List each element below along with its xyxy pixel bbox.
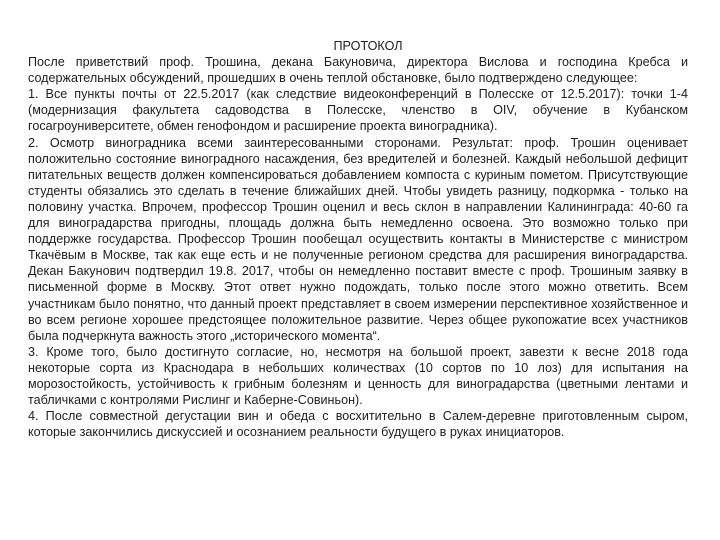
- paragraph-item-1: 1. Все пункты почты от 22.5.2017 (как следствие видеоконференций в Полесске от 12.5.2017): точки 1-4 (модернизация факультета садоводства в Полесске, членство в OIV, обучение в Кубанском госагроуниверситете, обмен генофондом и расширение проекта виноградника).: [28, 87, 688, 134]
- paragraph-intro: После приветствий проф. Трошина, декана Бакуновича, директора Вислова и господина Кребса и содержательных обсуждений, прошедших в очень теплой обстановке, было подтверждено следующее:: [28, 55, 688, 86]
- paragraph-item-3: 3. Кроме того, было достигнуто согласие, но, несмотря на большой проект, завезти к весне 2018 года некоторые сорта из Краснодара в небольших количествах (10 сортов по 10 лоз) для испытания на морозостойкость, устойчивость к грибным болезням и ценность для виноградарства (цветными лентами и табличками с контролями Рислинг и Каберне-Совиньон).: [28, 344, 688, 408]
- document-title: ПРОТОКОЛ: [333, 39, 403, 53]
- paragraph-item-4: 4. После совместной дегустации вин и обеда с восхитительно в Салем-деревне приготовленным сыром, которые закончились дискуссией и осознанием реальности будущего в руках инициаторов.: [28, 409, 688, 440]
- document-page: [28, 38, 688, 440]
- paragraph-item-2: 2. Осмотр виноградника всеми заинтересованными сторонами. Результат: проф. Трошин оценивает положительно состояние виноградного насаждения, без вредителей и болезней. Каждый небольшой дефицит питательных веществ должен компенсироваться добавлением компоста с куриным пометом. Присутствующие студенты обязались это сделать в течение ближайших дней. Чтобы увидеть разницу, подкормка - только на половину участка. Впрочем, профессор Трошин оценил и весь склон в направлении Калининграда: 40-60 га для виноградарства пригодны, площадь должна быть немедленно освоена. Это возможно только при поддержке государства. Профессор Трошин пообещал осуществить контакты в Министерстве с министром Ткачёвым в Москве, так как еще есть и не полученные регионом средства для расширения виноградарства. Декан Бакунович подтвердил 19.8. 2017, чтобы он немедленно поставит вместе с проф. Трошиным заявку в письменной форме в Москву. Этот ответ нужно подождать, только после этого можно ответить. Всем участникам было понятно, что данный проект представляет в своем измерении перспективное хозяйственное и во всем регионе хорошее предстоящее положительное развитие. Через общее рукопожатие всех участников была подчеркнута важность этого „исторического момента“.: [28, 135, 688, 343]
